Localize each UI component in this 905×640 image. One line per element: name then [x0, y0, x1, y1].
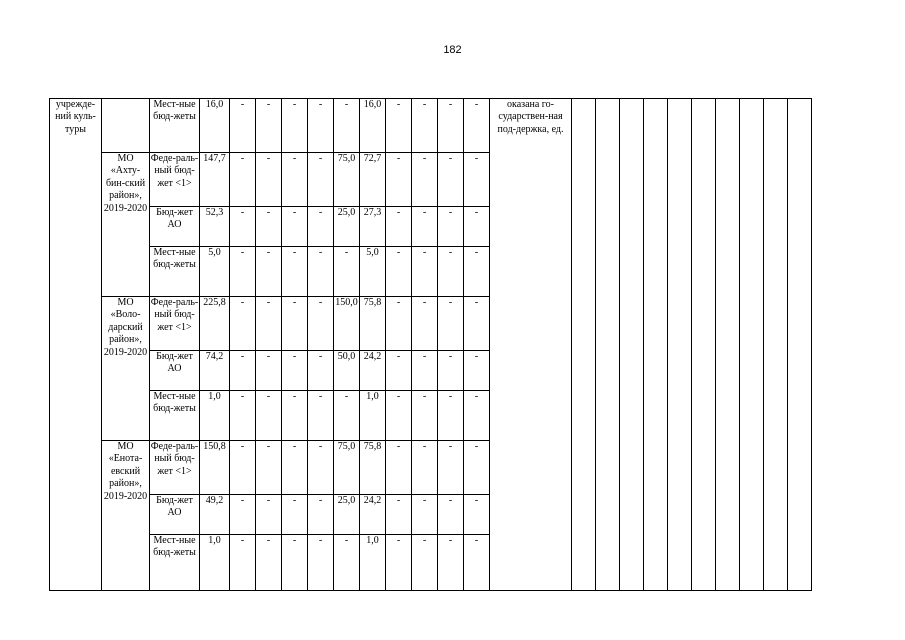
empty-cell	[716, 99, 740, 591]
total-cell: 1,0	[200, 535, 230, 591]
value-cell: -	[438, 99, 464, 153]
value-cell: 150,0	[334, 297, 360, 351]
source-cell: Бюд-жет АО	[150, 207, 200, 247]
source-cell: Феде-раль-ный бюд-жет <1>	[150, 441, 200, 495]
value-cell: -	[464, 247, 490, 297]
value-cell: -	[282, 441, 308, 495]
value-cell: -	[438, 391, 464, 441]
source-cell: Феде-раль-ный бюд-жет <1>	[150, 153, 200, 207]
source-cell: Бюд-жет АО	[150, 351, 200, 391]
value-cell: -	[334, 391, 360, 441]
value-cell: -	[464, 99, 490, 153]
value-cell: -	[308, 207, 334, 247]
page-number: 182	[443, 44, 462, 56]
value-cell: -	[438, 153, 464, 207]
value-cell: -	[230, 297, 256, 351]
value-cell: -	[412, 247, 438, 297]
value-cell: -	[256, 441, 282, 495]
value-cell: 1,0	[360, 391, 386, 441]
total-cell: 225,8	[200, 297, 230, 351]
empty-cell	[764, 99, 788, 591]
value-cell: -	[386, 247, 412, 297]
value-cell: -	[230, 153, 256, 207]
total-cell: 52,3	[200, 207, 230, 247]
value-cell: -	[256, 247, 282, 297]
value-cell: -	[334, 99, 360, 153]
value-cell: -	[412, 535, 438, 591]
value-cell: -	[464, 391, 490, 441]
value-cell: -	[308, 391, 334, 441]
value-cell: 16,0	[360, 99, 386, 153]
value-cell: 75,0	[334, 441, 360, 495]
value-cell: -	[256, 207, 282, 247]
value-cell: -	[438, 441, 464, 495]
value-cell: -	[412, 297, 438, 351]
value-cell: -	[282, 495, 308, 535]
value-cell: -	[438, 495, 464, 535]
municipality-cell: МО «Воло-дарский район», 2019-2020	[102, 297, 150, 441]
value-cell: 75,8	[360, 441, 386, 495]
source-cell: Бюд-жет АО	[150, 495, 200, 535]
value-cell: -	[282, 297, 308, 351]
value-cell: -	[386, 351, 412, 391]
value-cell: 72,7	[360, 153, 386, 207]
value-cell: -	[386, 207, 412, 247]
value-cell: -	[282, 247, 308, 297]
source-cell: Феде-раль-ный бюд-жет <1>	[150, 297, 200, 351]
empty-cell	[668, 99, 692, 591]
empty-cell	[644, 99, 668, 591]
value-cell: -	[386, 391, 412, 441]
total-cell: 49,2	[200, 495, 230, 535]
empty-cell	[596, 99, 620, 591]
value-cell: -	[386, 297, 412, 351]
empty-cell	[692, 99, 716, 591]
value-cell: 50,0	[334, 351, 360, 391]
value-cell: -	[464, 207, 490, 247]
value-cell: -	[282, 153, 308, 207]
source-cell: Мест-ные бюд-жеты	[150, 99, 200, 153]
empty-cell	[620, 99, 644, 591]
value-cell: -	[282, 391, 308, 441]
value-cell: -	[282, 535, 308, 591]
value-cell: -	[230, 495, 256, 535]
value-cell: -	[412, 351, 438, 391]
value-cell: -	[256, 535, 282, 591]
indicator-cell: оказана го-сударствен-ная под-держка, ед.	[490, 99, 572, 591]
empty-cell	[740, 99, 764, 591]
value-cell: -	[412, 207, 438, 247]
value-cell: -	[282, 351, 308, 391]
value-cell: 75,8	[360, 297, 386, 351]
source-cell: Мест-ные бюд-жеты	[150, 535, 200, 591]
value-cell: -	[282, 99, 308, 153]
value-cell: -	[464, 535, 490, 591]
value-cell: -	[308, 495, 334, 535]
value-cell: -	[386, 99, 412, 153]
total-cell: 16,0	[200, 99, 230, 153]
value-cell: -	[438, 297, 464, 351]
value-cell: -	[412, 495, 438, 535]
value-cell: 75,0	[334, 153, 360, 207]
value-cell: -	[386, 441, 412, 495]
value-cell: -	[438, 535, 464, 591]
municipality-cell: МО «Ахту-бин-ский район», 2019-2020	[102, 153, 150, 297]
value-cell: -	[464, 441, 490, 495]
total-cell: 150,8	[200, 441, 230, 495]
value-cell: -	[412, 391, 438, 441]
value-cell: -	[256, 495, 282, 535]
value-cell: -	[464, 495, 490, 535]
empty-cell	[788, 99, 812, 591]
total-cell: 74,2	[200, 351, 230, 391]
value-cell: -	[230, 441, 256, 495]
value-cell: 1,0	[360, 535, 386, 591]
institution-cell: учрежде-ний куль-туры	[50, 99, 102, 591]
value-cell: 25,0	[334, 207, 360, 247]
value-cell: -	[308, 441, 334, 495]
value-cell: -	[256, 351, 282, 391]
empty-cell	[572, 99, 596, 591]
value-cell: -	[230, 535, 256, 591]
value-cell: -	[256, 99, 282, 153]
total-cell: 1,0	[200, 391, 230, 441]
value-cell: 25,0	[334, 495, 360, 535]
municipality-cell	[102, 99, 150, 153]
value-cell: -	[464, 153, 490, 207]
source-cell: Мест-ные бюд-жеты	[150, 391, 200, 441]
value-cell: -	[308, 153, 334, 207]
total-cell: 147,7	[200, 153, 230, 207]
value-cell: -	[464, 351, 490, 391]
value-cell: -	[412, 99, 438, 153]
value-cell: -	[412, 441, 438, 495]
municipality-cell: МО «Енота-евский район», 2019-2020	[102, 441, 150, 591]
value-cell: -	[282, 207, 308, 247]
value-cell: 24,2	[360, 495, 386, 535]
value-cell: -	[334, 247, 360, 297]
value-cell: -	[438, 207, 464, 247]
value-cell: -	[230, 99, 256, 153]
value-cell: 5,0	[360, 247, 386, 297]
value-cell: -	[438, 351, 464, 391]
value-cell: -	[230, 247, 256, 297]
value-cell: -	[230, 351, 256, 391]
value-cell: -	[308, 351, 334, 391]
value-cell: 24,2	[360, 351, 386, 391]
budget-table	[49, 98, 812, 591]
value-cell: -	[334, 535, 360, 591]
value-cell: -	[386, 535, 412, 591]
value-cell: -	[230, 391, 256, 441]
value-cell: -	[386, 495, 412, 535]
value-cell: -	[256, 297, 282, 351]
value-cell: -	[386, 153, 412, 207]
value-cell: -	[230, 207, 256, 247]
source-cell: Мест-ные бюд-жеты	[150, 247, 200, 297]
value-cell: -	[256, 153, 282, 207]
value-cell: -	[412, 153, 438, 207]
table-row	[50, 99, 812, 153]
value-cell: -	[464, 297, 490, 351]
value-cell: -	[308, 247, 334, 297]
value-cell: -	[256, 391, 282, 441]
value-cell: -	[308, 99, 334, 153]
value-cell: 27,3	[360, 207, 386, 247]
value-cell: -	[438, 247, 464, 297]
total-cell: 5,0	[200, 247, 230, 297]
value-cell: -	[308, 297, 334, 351]
value-cell: -	[308, 535, 334, 591]
